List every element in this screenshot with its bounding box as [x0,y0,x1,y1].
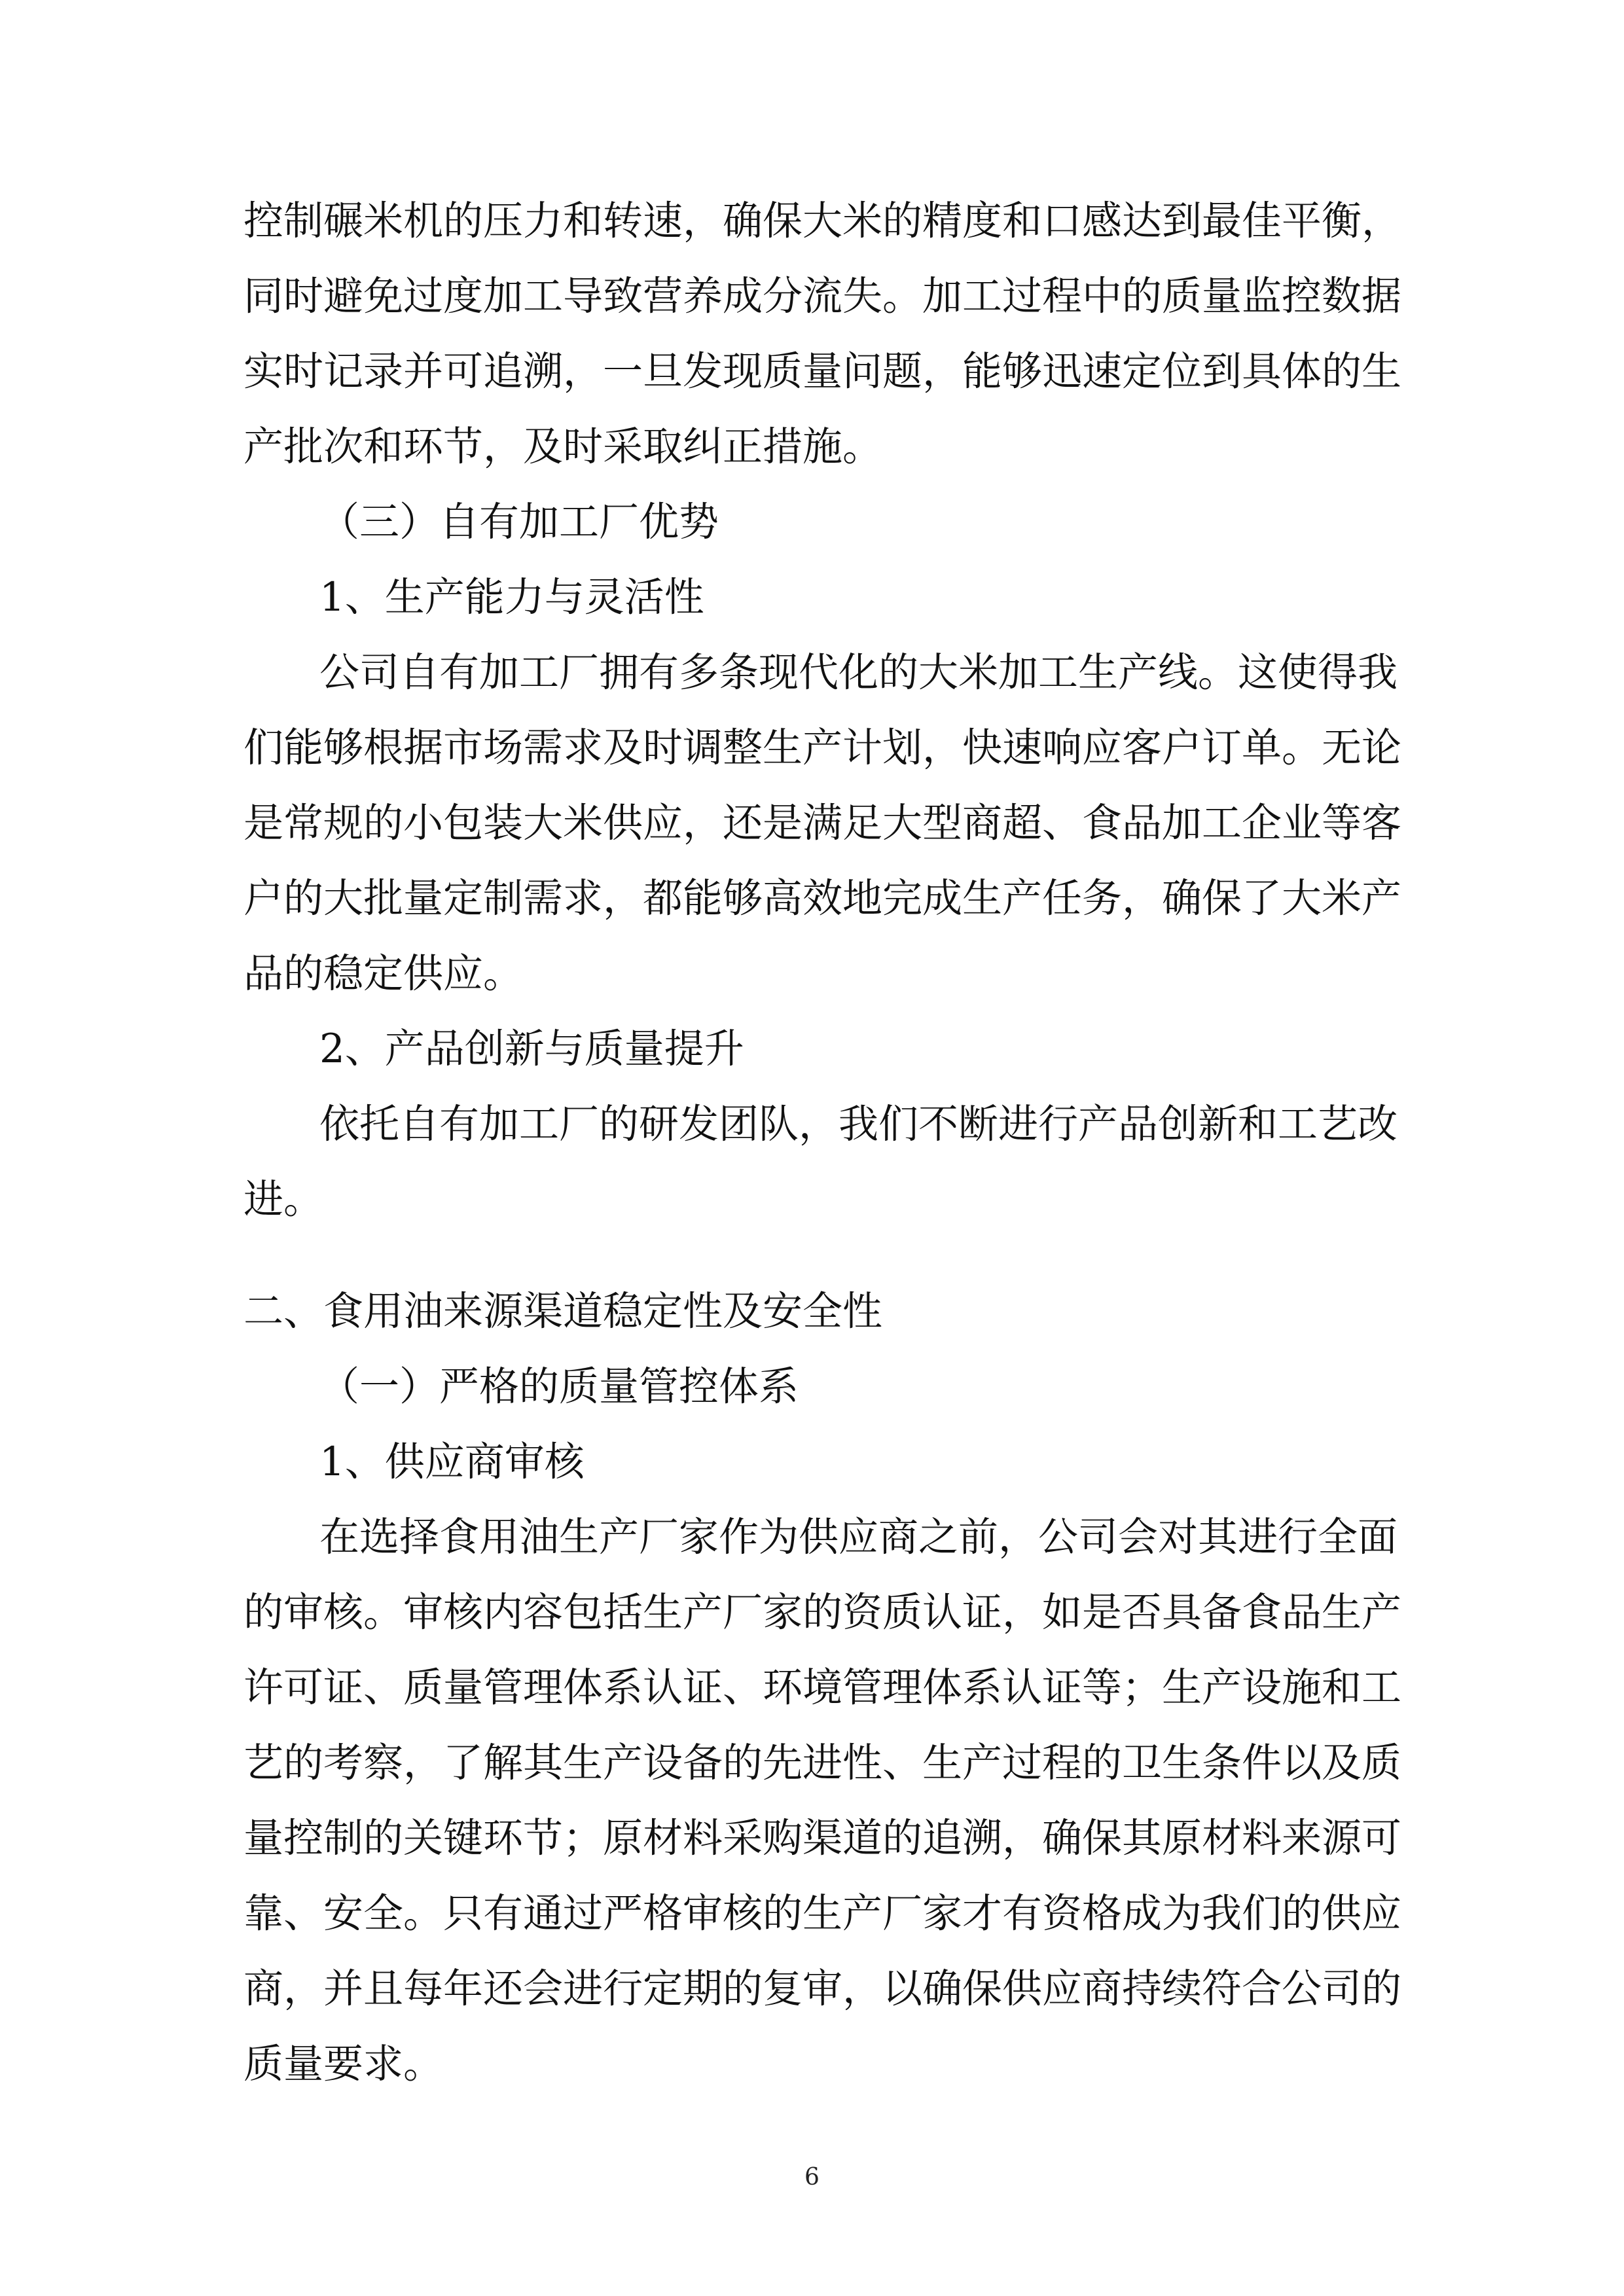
body-text-line: 控制碾米机的压力和转速，确保大米的精度和口感达到最佳平衡， [244,198,1402,244]
body-text-line: 靠、安全。只有通过严格审核的生产厂家才有资格成为我们的供应 [244,1890,1402,1937]
body-text-line: 质量要求。 [244,2041,444,2087]
subsection-heading: 1、供应商审核 [319,1439,585,1485]
subsection-heading: 2、产品创新与质量提升 [319,1026,744,1072]
chapter-heading: 二、食用油来源渠道稳定性及安全性 [244,1288,883,1335]
body-text-line: 量控制的关键环节；原材料采购渠道的追溯，确保其原材料来源可 [244,1815,1402,1861]
body-text-line: 艺的考察，了解其生产设备的先进性、生产过程的卫生条件以及质 [244,1740,1402,1786]
body-text-line: 产批次和环节，及时采取纠正措施。 [244,423,883,470]
paragraph-first-line: 依托自有加工厂的研发团队，我们不断进行产品创新和工艺改 [319,1101,1398,1147]
body-text-line: 们能够根据市场需求及时调整生产计划，快速响应客户订单。无论 [244,725,1402,771]
paragraph-first-line: 在选择食用油生产厂家作为供应商之前，公司会对其进行全面 [319,1514,1398,1560]
body-text-line: 实时记录并可追溯，一旦发现质量问题，能够迅速定位到具体的生 [244,348,1402,395]
body-text-line: 品的稳定供应。 [244,950,524,997]
paragraph-first-line: 公司自有加工厂拥有多条现代化的大米加工生产线。这使得我 [319,649,1398,696]
body-text-line: 同时避免过度加工导致营养成分流失。加工过程中的质量监控数据 [244,273,1402,319]
section-heading: （三）自有加工厂优势 [319,499,719,545]
subsection-heading: 1、生产能力与灵活性 [319,574,704,620]
body-text-line: 许可证、质量管理体系认证、环境管理体系认证等；生产设施和工 [244,1664,1402,1711]
page-number: 6 [804,2164,820,2191]
body-text-line: 是常规的小包装大米供应，还是满足大型商超、食品加工企业等客 [244,800,1402,846]
section-heading: （一）严格的质量管控体系 [319,1363,799,1410]
body-text-line: 进。 [244,1176,324,1223]
body-text-line: 户的大批量定制需求，都能够高效地完成生产任务，确保了大米产 [244,875,1402,922]
body-text-line: 的审核。审核内容包括生产厂家的资质认证，如是否具备食品生产 [244,1589,1402,1636]
body-text-line: 商，并且每年还会进行定期的复审，以确保供应商持续符合公司的 [244,1965,1402,2012]
